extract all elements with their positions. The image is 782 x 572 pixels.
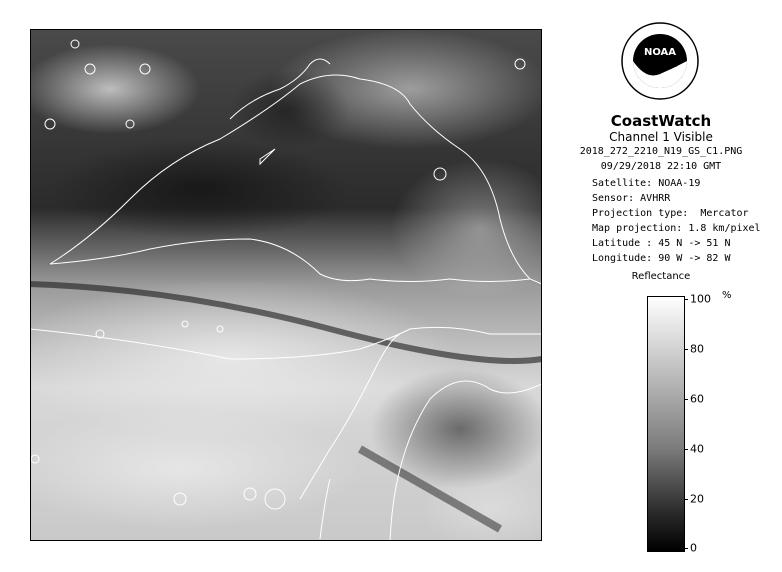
tick-label-0: 0 bbox=[690, 541, 697, 555]
satellite-label: Satellite: NOAA-19 bbox=[592, 178, 701, 189]
legend-unit: % bbox=[722, 290, 732, 301]
map-projection-label: Map projection: 1.8 km/pixel bbox=[592, 223, 761, 234]
tick-mark bbox=[684, 449, 688, 450]
tick-label-40: 40 bbox=[690, 442, 704, 456]
projection-type-label: Projection type: Mercator bbox=[592, 208, 749, 219]
datetime-label: 09/29/2018 22:10 GMT bbox=[600, 161, 722, 172]
satellite-image bbox=[30, 29, 542, 541]
tick-mark bbox=[684, 399, 688, 400]
noaa-logo-text: NOAA bbox=[643, 47, 677, 58]
brand-title: CoastWatch bbox=[610, 112, 712, 130]
tick-label-100: 100 bbox=[690, 292, 711, 306]
latitude-label: Latitude : 45 N -> 51 N bbox=[592, 238, 731, 249]
tick-mark bbox=[684, 548, 688, 549]
sensor-label: Sensor: AVHRR bbox=[592, 193, 671, 204]
tick-label-80: 80 bbox=[690, 342, 704, 356]
metadata-list bbox=[592, 176, 761, 266]
tick-mark bbox=[684, 499, 688, 500]
filename-label: 2018_272_2210_N19_GS_C1.PNG bbox=[579, 146, 743, 157]
legend-title: Reflectance bbox=[631, 271, 691, 282]
tick-mark bbox=[684, 299, 688, 300]
longitude-label: Longitude: 90 W -> 82 W bbox=[592, 253, 731, 264]
tick-label-60: 60 bbox=[690, 392, 704, 406]
tick-label-20: 20 bbox=[690, 492, 704, 506]
reflectance-colorbar bbox=[647, 296, 685, 552]
channel-label: Channel 1 Visible bbox=[609, 130, 713, 144]
noaa-logo bbox=[621, 22, 699, 100]
tick-mark bbox=[684, 349, 688, 350]
